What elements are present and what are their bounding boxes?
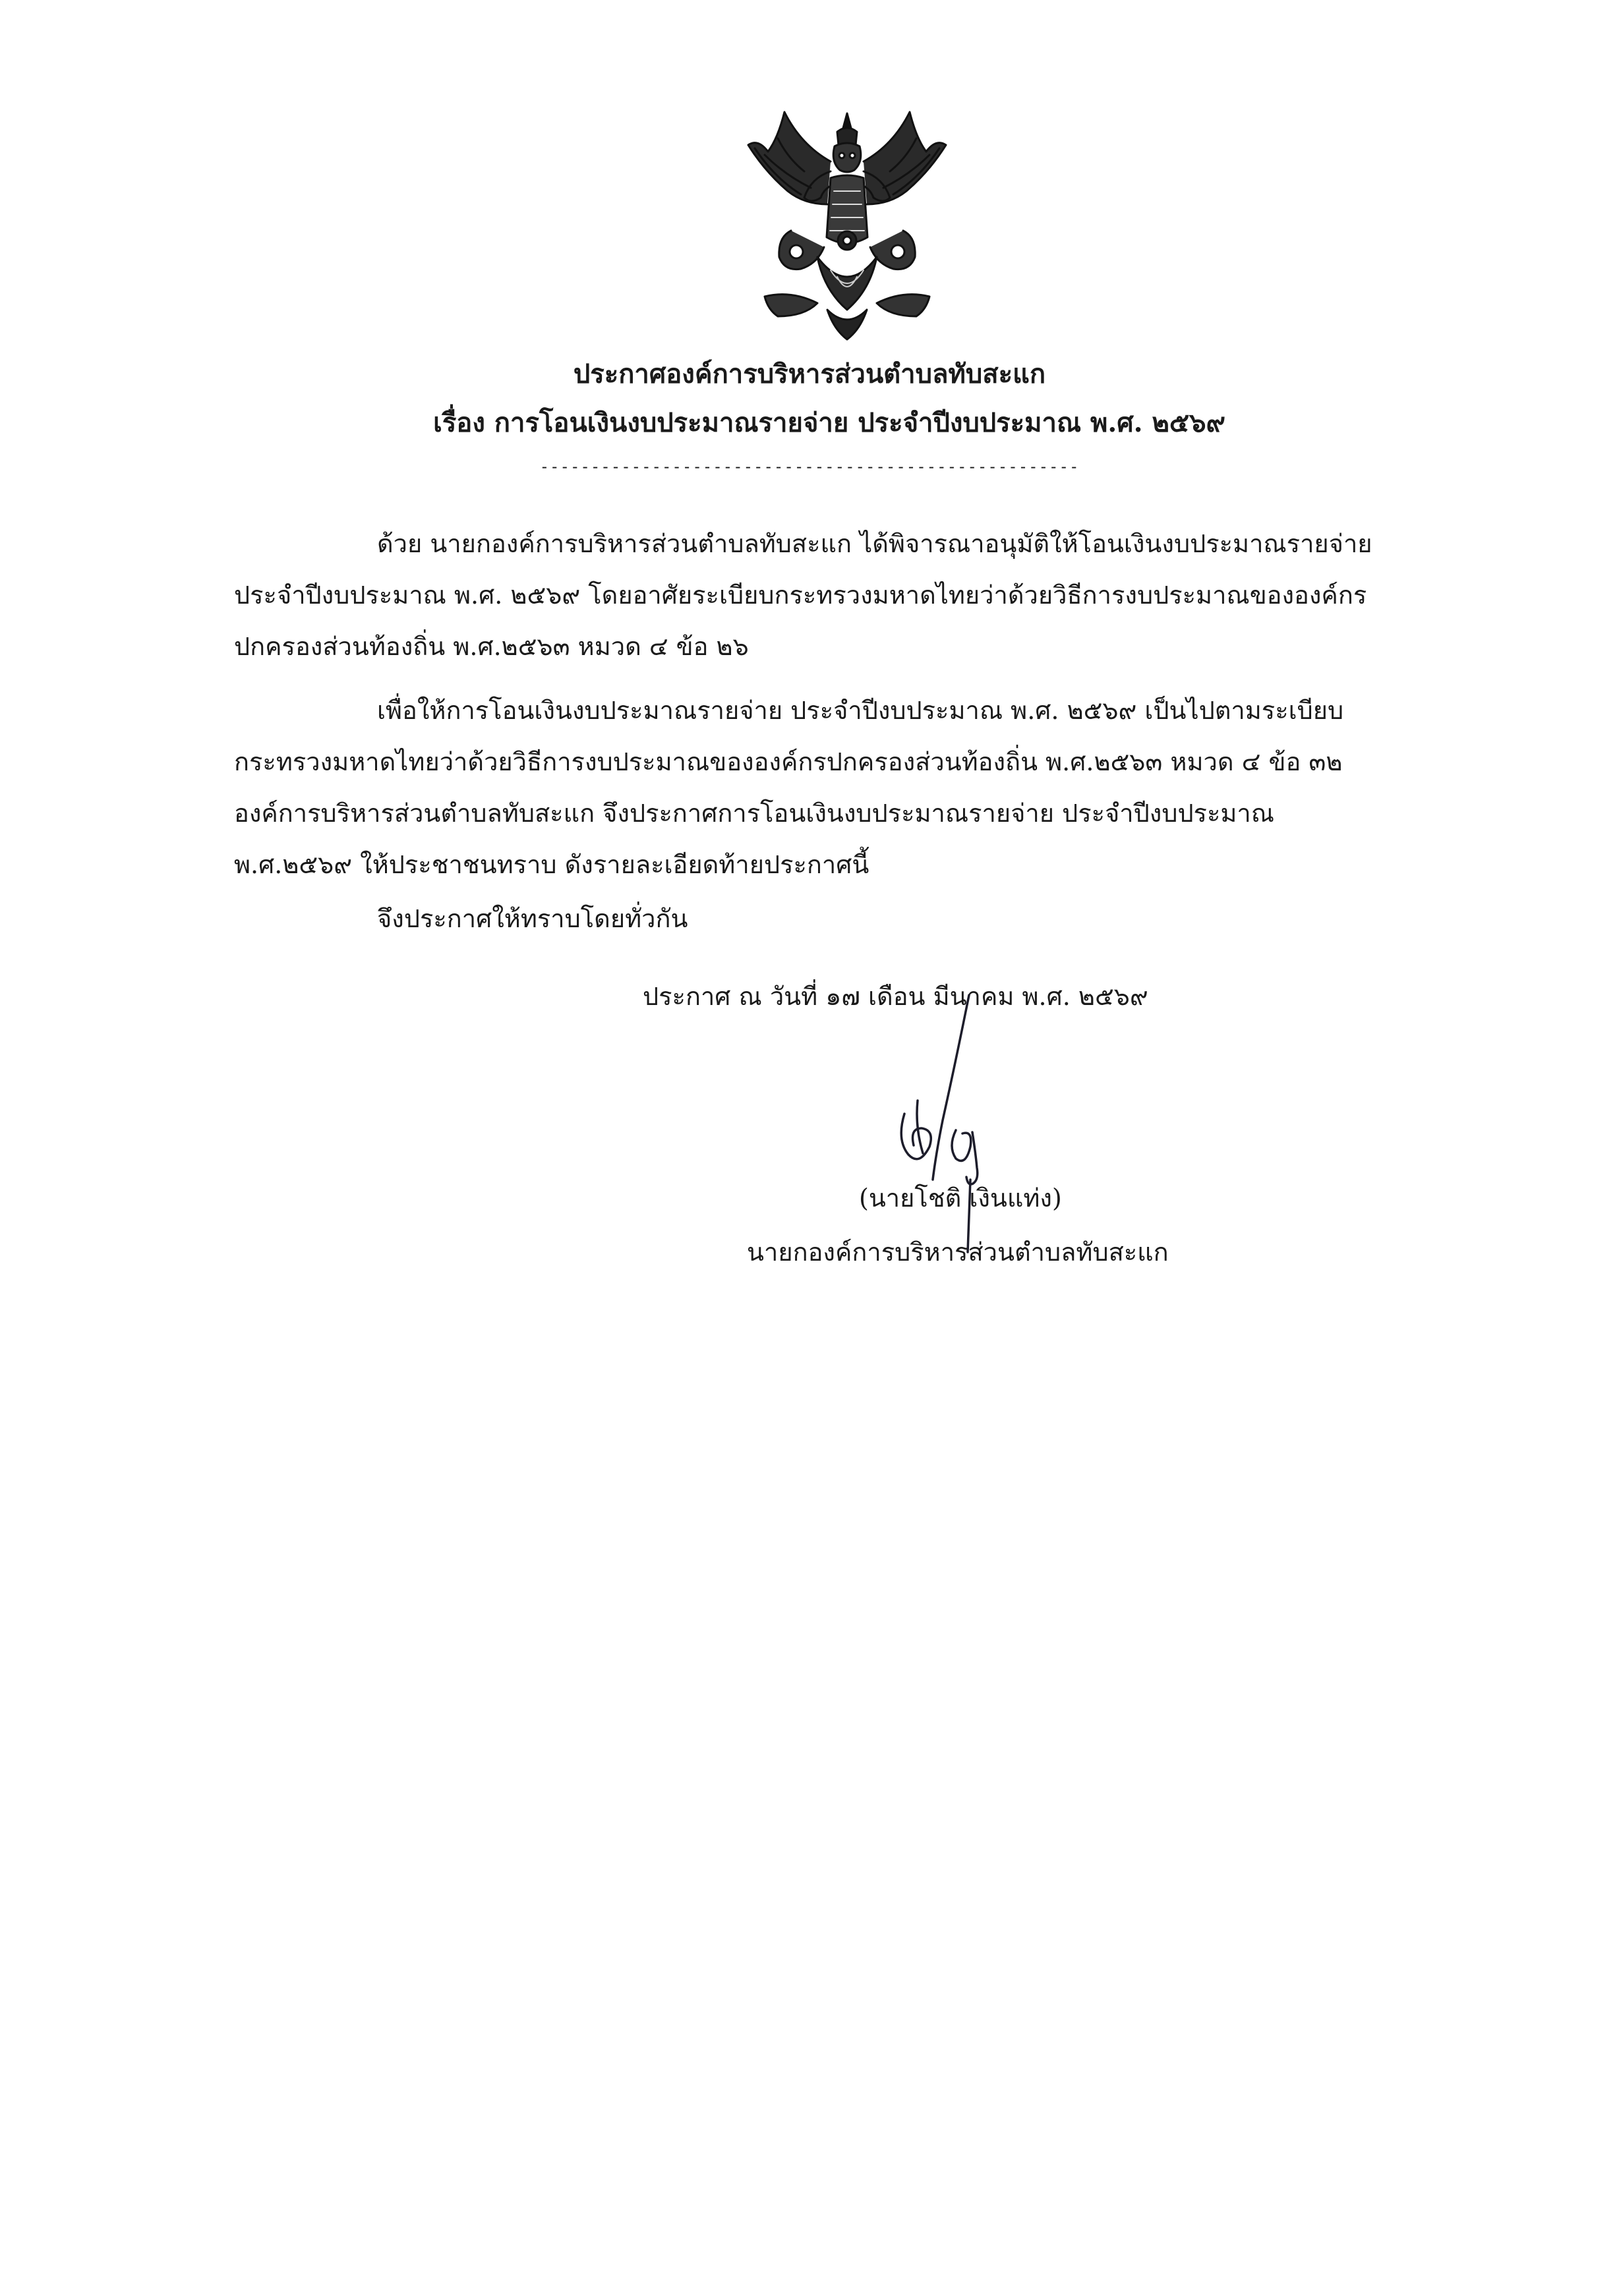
paragraph2-line1: เพื่อให้การโอนเงินงบประมาณรายจ่าย ประจำปีงบประมาณ พ.ศ. ๒๕๖๙ เป็นไปตามระเบียบ [377, 696, 1344, 725]
announcement-title: ประกาศองค์การบริหารส่วนตำบลทับสะแก [573, 359, 1046, 389]
paragraph2-line2: กระทรวงมหาดไทยว่าด้วยวิธีการงบประมาณขององค์กรปกครองส่วนท้องถิ่น พ.ศ.๒๕๖๓ หมวด ๔ ข้อ ๓๒ [234, 747, 1343, 776]
paragraph1-line3: ปกครองส่วนท้องถิ่น พ.ศ.๒๕๖๓ หมวด ๔ ข้อ ๒๖ [234, 632, 749, 661]
paragraph1-line1: ด้วย นายกองค์การบริหารส่วนตำบลทับสะแก ได้พิจารณาอนุมัติให้โอนเงินงบประมาณรายจ่าย [377, 529, 1372, 558]
signer-position: นายกองค์การบริหารส่วนตำบลทับสะแก [747, 1238, 1169, 1267]
announcement-date: ประกาศ ณ วันที่ ๑๗ เดือน มีนาคม พ.ศ. ๒๕๖๙ [643, 982, 1148, 1011]
garuda-emblem-icon [738, 99, 956, 349]
paragraph1-line2: ประจำปีงบประมาณ พ.ศ. ๒๕๖๙ โดยอาศัยระเบียบกระทรวงมหาดไทยว่าด้วยวิธีการงบประมาณขององค์กร [234, 581, 1367, 610]
closing-statement: จึงประกาศให้ทราบโดยทั่วกัน [377, 904, 688, 933]
paragraph2-line4: พ.ศ.๒๕๖๙ ให้ประชาชนทราบ ดังรายละเอียดท้ายประกาศนี้ [234, 850, 869, 879]
announcement-subject: เรื่อง การโอนเงินงบประมาณรายจ่าย ประจำปีงบประมาณ พ.ศ. ๒๕๖๙ [433, 407, 1225, 438]
paragraph2-line3: องค์การบริหารส่วนตำบลทับสะแก จึงประกาศการโอนเงินงบประมาณรายจ่าย ประจำปีงบประมาณ [234, 799, 1275, 828]
signer-name: (นายโชติ เงินแท่ง) [859, 1184, 1062, 1213]
handwritten-signature-icon [857, 982, 1048, 1259]
header-divider: ----------------------------------------------------- [539, 457, 1080, 476]
